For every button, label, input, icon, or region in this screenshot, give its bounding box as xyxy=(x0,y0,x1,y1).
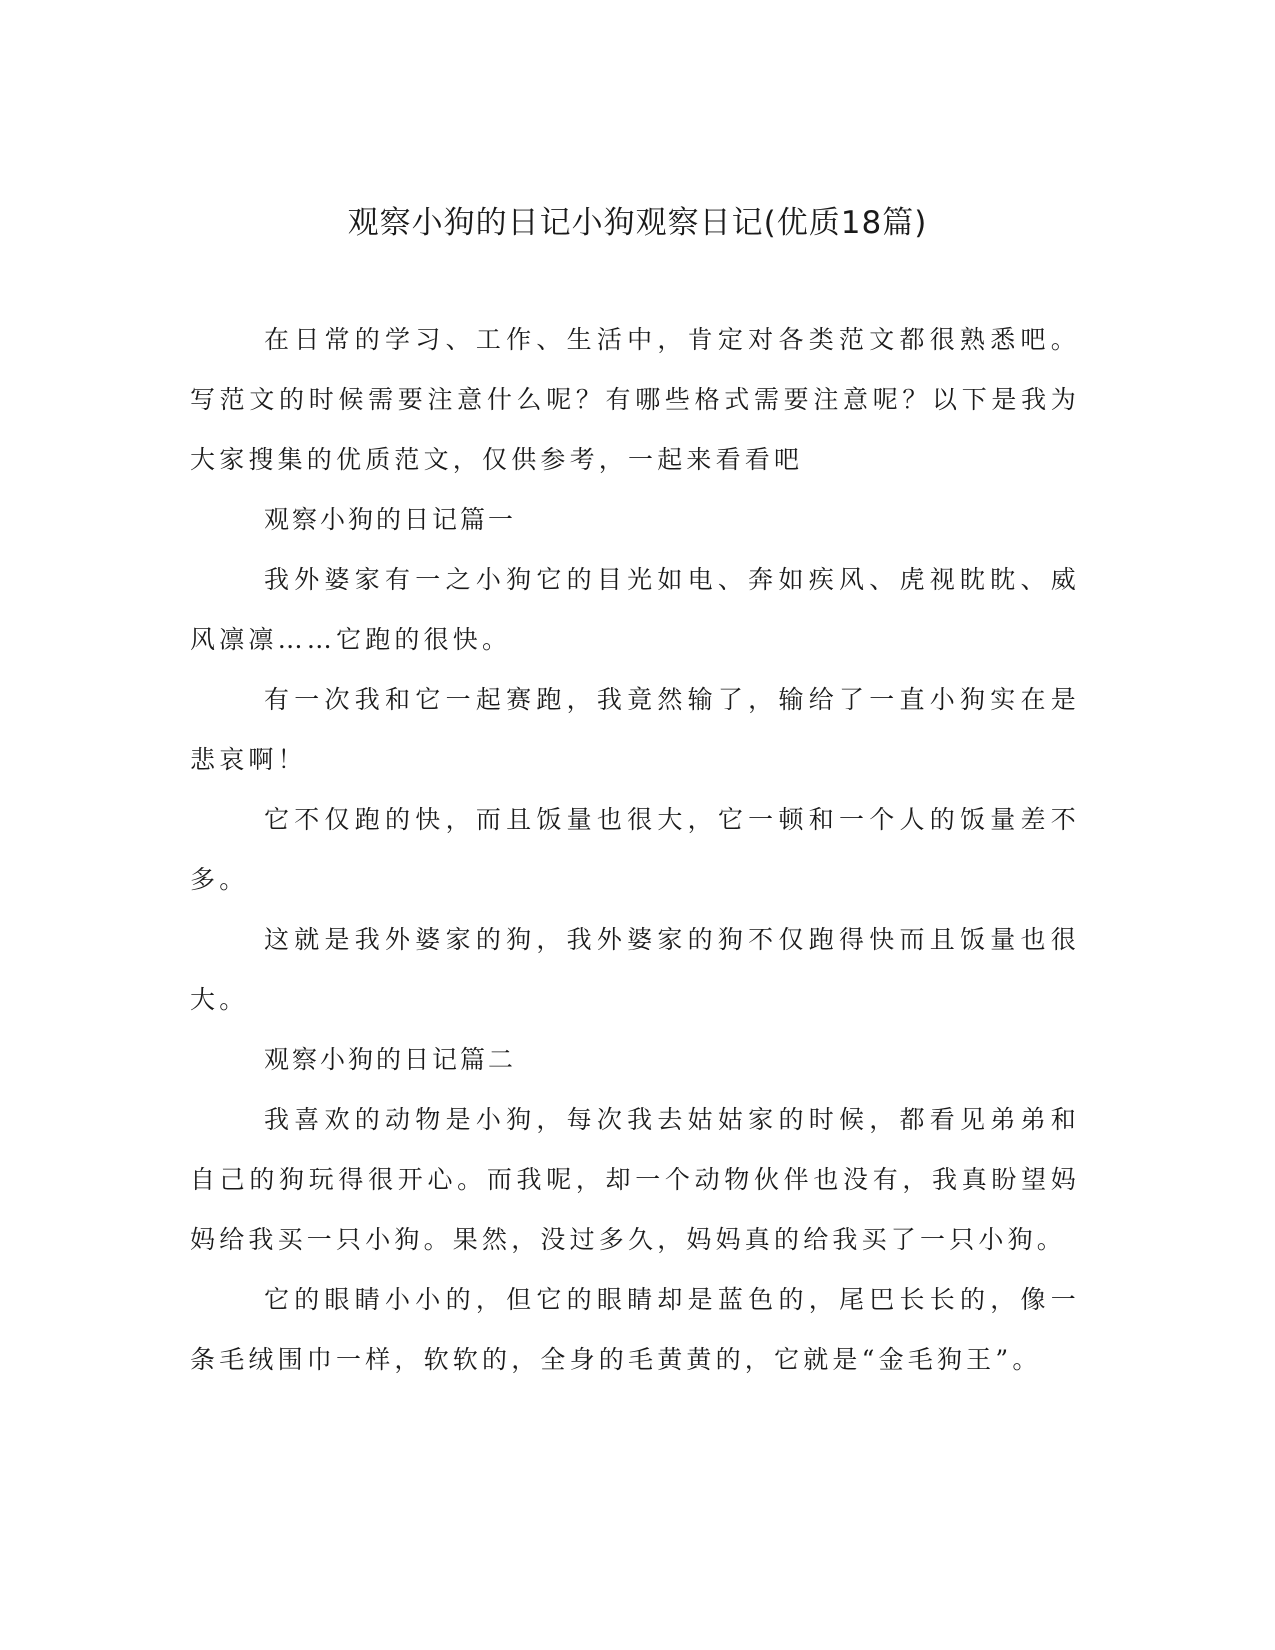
document-title: 观察小狗的日记小狗观察日记(优质18篇) xyxy=(347,205,928,241)
section-heading-2: 观察小狗的日记篇二 xyxy=(264,1045,517,1074)
document-body xyxy=(190,310,1080,1390)
body-paragraph: 我外婆家有一之小狗它的目光如电、奔如疾风、虎视眈眈、威风凛凛……它跑的很快。 xyxy=(190,565,1080,654)
body-paragraph: 它的眼睛小小的，但它的眼睛却是蓝色的，尾巴长长的，像一条毛绒围巾一样，软软的，全身的毛黄黄的，它就是“金毛狗王”。 xyxy=(190,1285,1080,1374)
body-paragraph: 有一次我和它一起赛跑，我竟然输了，输给了一直小狗实在是悲哀啊！ xyxy=(190,685,1080,774)
body-paragraph: 这就是我外婆家的狗，我外婆家的狗不仅跑得快而且饭量也很大。 xyxy=(190,925,1080,1014)
body-paragraph: 我喜欢的动物是小狗，每次我去姑姑家的时候，都看见弟弟和自己的狗玩得很开心。而我呢，却一个动物伙伴也没有，我真盼望妈妈给我买一只小狗。果然，没过多久，妈妈真的给我买了一只小狗。 xyxy=(190,1105,1080,1254)
body-paragraph: 它不仅跑的快，而且饭量也很大，它一顿和一个人的饭量差不多。 xyxy=(190,805,1080,894)
section-heading-1: 观察小狗的日记篇一 xyxy=(264,505,517,534)
intro-paragraph: 在日常的学习、工作、生活中，肯定对各类范文都很熟悉吧。写范文的时候需要注意什么呢？有哪些格式需要注意呢？以下是我为大家搜集的优质范文，仅供参考，一起来看看吧 xyxy=(190,325,1080,474)
